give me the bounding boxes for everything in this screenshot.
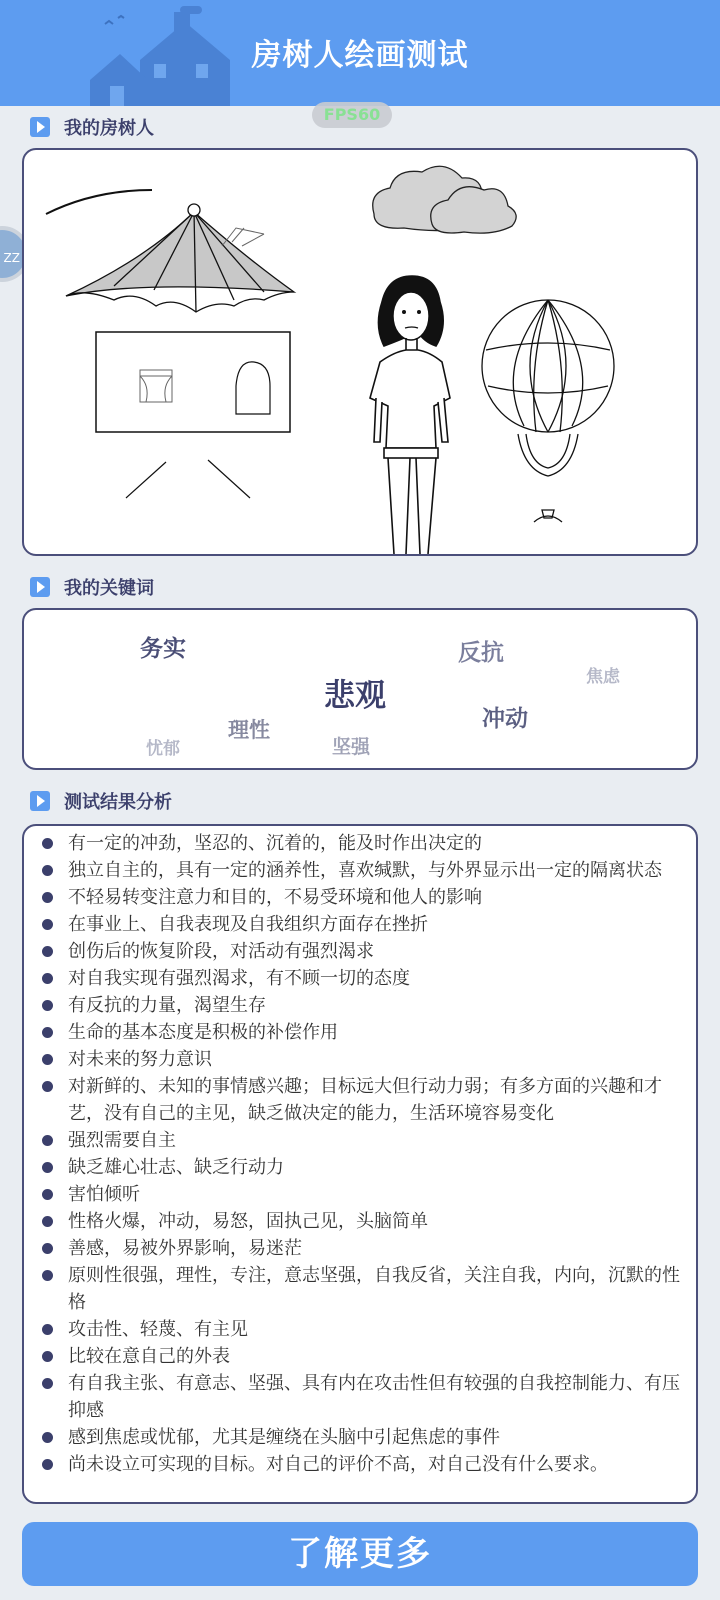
play-triangle-icon <box>30 117 50 137</box>
list-item: 对未来的努力意识 <box>40 1046 682 1073</box>
keywords-card <box>22 608 698 770</box>
section-title-drawing: 我的房树人 <box>64 118 154 139</box>
play-triangle-icon <box>30 791 50 811</box>
results-list <box>40 830 682 1478</box>
person-drawing <box>370 276 450 554</box>
app-header <box>0 0 720 106</box>
list-item: 性格火爆，冲动，易怒，固执己见，头脑简单 <box>40 1208 682 1235</box>
keyword-tag: 悲观 <box>324 678 386 714</box>
drawing-card <box>22 148 698 556</box>
keyword-tag: 理性 <box>228 718 270 742</box>
list-item: 感到焦虑或忧郁，尤其是缠绕在头脑中引起焦虑的事件 <box>40 1424 682 1451</box>
list-item: 不轻易转变注意力和目的，不易受环境和他人的影响 <box>40 884 682 911</box>
list-item: 对新鲜的、未知的事情感兴趣；目标远大但行动力弱；有多方面的兴趣和才艺，没有自己的主见，缺乏做决定的能力，生活环境容易变化 <box>40 1073 682 1127</box>
section-header-results <box>30 788 172 814</box>
page-title: 房树人绘画测试 <box>251 38 469 73</box>
list-item: 有反抗的力量，渴望生存 <box>40 992 682 1019</box>
keyword-tag: 务实 <box>140 636 186 662</box>
list-item: 害怕倾听 <box>40 1181 682 1208</box>
floating-assist-button[interactable]: ZZ <box>0 226 30 282</box>
house-path <box>126 460 250 498</box>
list-item: 原则性很强，理性，专注，意志坚强，自我反省，关注自我，内向，沉默的性格 <box>40 1262 682 1316</box>
tree-drawing <box>482 300 614 522</box>
keyword-tag: 忧郁 <box>146 739 180 759</box>
house-tree-person-drawing <box>24 150 696 554</box>
section-header-keywords <box>30 574 154 600</box>
list-item: 生命的基本态度是积极的补偿作用 <box>40 1019 682 1046</box>
cloud-drawing <box>373 166 516 233</box>
house-roof <box>66 204 294 312</box>
list-item: 独立自主的，具有一定的涵养性，喜欢缄默，与外界显示出一定的隔离状态 <box>40 857 682 884</box>
list-item: 比较在意自己的外表 <box>40 1343 682 1370</box>
list-item: 攻击性、轻蔑、有主见 <box>40 1316 682 1343</box>
list-item: 善感，易被外界影响，易迷茫 <box>40 1235 682 1262</box>
keyword-tag: 焦虑 <box>586 667 620 687</box>
list-item: 缺乏雄心壮志、缺乏行动力 <box>40 1154 682 1181</box>
section-title-results: 测试结果分析 <box>64 792 172 813</box>
list-item: 在事业上、自我表现及自我组织方面存在挫折 <box>40 911 682 938</box>
list-item: 尚未设立可实现的目标。对自己的评价不高，对自己没有什么要求。 <box>40 1451 682 1478</box>
keyword-tag: 冲动 <box>482 706 528 732</box>
list-item: 强烈需要自主 <box>40 1127 682 1154</box>
drawing-stroke <box>46 190 152 214</box>
list-item: 创伤后的恢复阶段，对活动有强烈渴求 <box>40 938 682 965</box>
section-header-drawing <box>30 114 154 140</box>
list-item: 有自我主张、有意志、坚强、具有内在攻击性但有较强的自我控制能力、有压抑感 <box>40 1370 682 1424</box>
fps-badge: FPS60 <box>312 102 392 128</box>
section-title-keywords: 我的关键词 <box>64 578 154 599</box>
keyword-tag: 坚强 <box>332 736 371 758</box>
house-body <box>96 332 290 432</box>
keyword-tag: 反抗 <box>458 640 504 666</box>
learn-more-button[interactable]: 了解更多 <box>22 1522 698 1586</box>
play-triangle-icon <box>30 577 50 597</box>
list-item: 有一定的冲劲，坚忍的、沉着的，能及时作出决定的 <box>40 830 682 857</box>
results-card <box>22 824 698 1504</box>
list-item: 对自我实现有强烈渴求，有不顾一切的态度 <box>40 965 682 992</box>
